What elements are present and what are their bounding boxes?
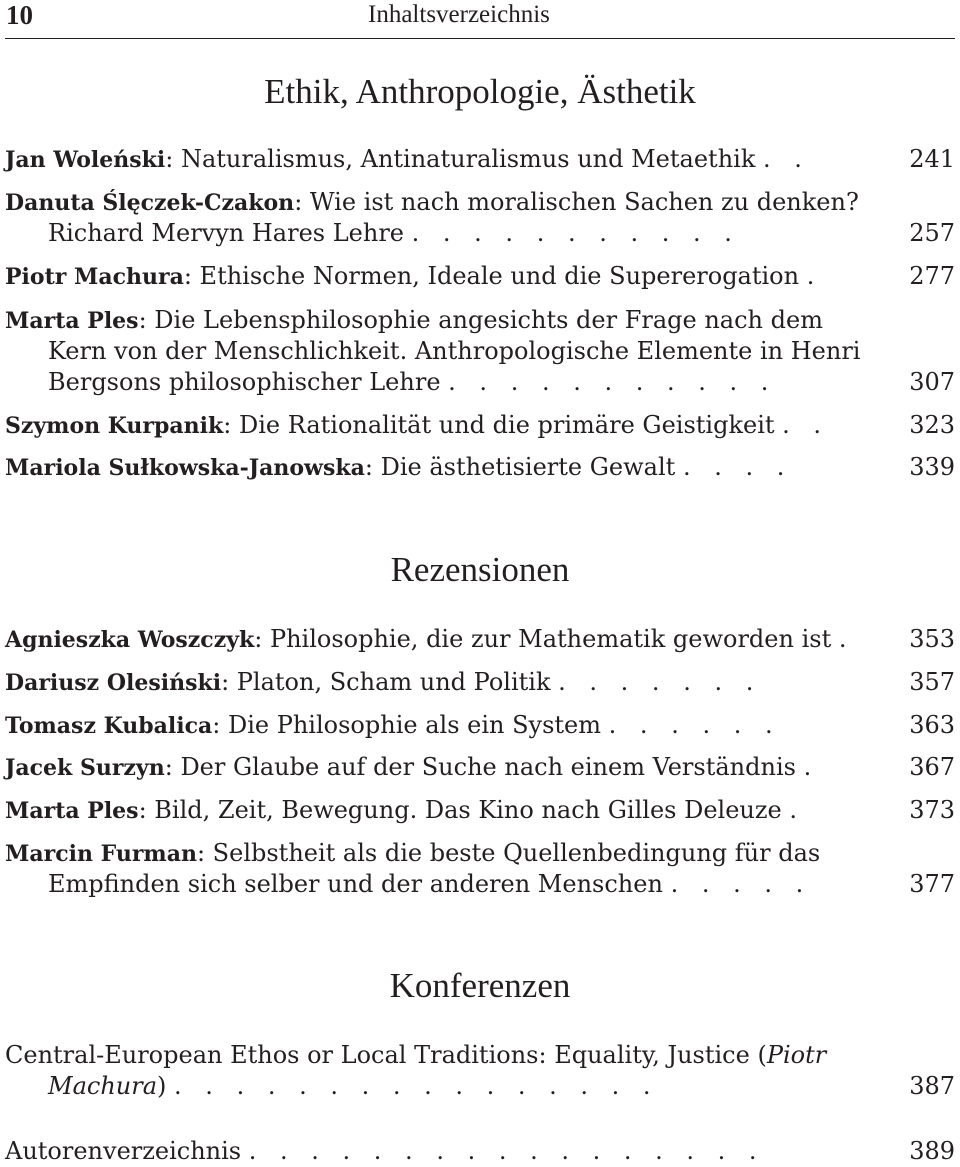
entry-page: 323 [909,411,955,439]
entry-page: 389 [909,1137,955,1165]
leader-dots: . . . . . . . [558,668,762,696]
leader-dots: . [806,262,823,290]
entry-author: Danuta Ślęczek-Czakon [5,190,295,216]
entry-title-continued: Empfinden sich selber und der anderen Menschen [48,870,663,898]
running-header [5,0,955,39]
entry-title: Bild, Zeit, Bewegung. Das Kino nach Gilles Deleuze [154,796,782,824]
toc-entry[interactable]: Tomasz Kubalica: Die Philosophie als ein System . . . . . . 363 [5,711,955,739]
entry-title-continued: Richard Mervyn Hares Lehre [48,219,405,247]
entry-author: Jacek Surzyn [5,755,165,781]
entry-author: Szymon Kurpanik [5,413,224,439]
leader-dots: . . [763,145,810,173]
entry-page: 387 [909,1072,955,1100]
leader-dots: . [803,753,820,781]
entry-page: 367 [909,753,955,781]
entry-author: Dariusz Olesiński [5,670,222,696]
entry-title: Autorenverzeichnis [5,1137,242,1165]
toc-entry[interactable]: Agnieszka Woszczyk: Philosophie, die zur Mathematik geworden ist . 353 [5,625,955,653]
section-heading-konferenzen: Konferenzen [389,966,571,1005]
entry-title: Platon, Scham und Politik [236,668,551,696]
entry-title: Central-European Ethos or Local Traditions: Equality, Justice ( [5,1041,767,1069]
entry-page: 307 [909,368,955,396]
toc-entry[interactable]: Piotr Machura: Ethische Normen, Ideale und die Supererogation . 277 [5,262,955,290]
entry-title-italic: Piotr [766,1041,827,1069]
leader-dots: . . [782,411,830,439]
entry-page: 377 [909,870,955,898]
section-heading-rezensionen: Rezensionen [390,550,570,589]
toc-entry[interactable]: Marcin Furman: Selbstheit als die beste Quellenbedingung für das Empfinden sich selber und der anderen Menschen . . . . . 377 [5,839,955,898]
entry-title-close: ) [157,1072,167,1100]
entry-page: 353 [909,625,955,653]
entry-page: 339 [909,453,955,481]
toc-entry[interactable] [5,1040,955,1102]
toc-entry[interactable]: Dariusz Olesiński: Platon, Scham und Politik . . . . . . . 357 [5,668,955,696]
toc-entry[interactable]: Szymon Kurpanik: Die Rationalität und die primäre Geistigkeit . . 323 [5,411,955,439]
entry-title: Ethische Normen, Ideale und die Supererogation [199,262,800,290]
leader-dots: . . . . . . . . . . . [411,219,740,247]
entry-title: Die Lebensphilosophie angesichts der Frage nach dem [154,306,823,334]
leader-dots: . . . . . . . . . . . . . . . . . [248,1137,765,1165]
entry-title-continued: Bergsons philosophischer Lehre [48,368,441,396]
section-heading-ethik: Ethik, Anthropologie, Ästhetik [264,72,696,111]
leader-dots: . . . . . . . . . . . . . . . . [174,1072,659,1100]
entry-title: Die Philosophie als ein System [227,711,602,739]
leader-dots: . . . . . [670,870,812,898]
toc-entry[interactable]: Jan Woleński: Naturalismus, Antinaturalismus und Metaethik . . 241 [5,145,955,173]
entry-author: Marcin Furman [5,841,197,867]
toc-entry[interactable]: Mariola Sułkowska-Janowska: Die ästhetisierte Gewalt . . . . 339 [5,453,955,481]
entry-page: 363 [909,711,955,739]
toc-entry[interactable]: Jacek Surzyn: Der Glaube auf der Suche nach einem Verständnis . 367 [5,753,955,781]
toc-entry-autorenverzeichnis[interactable] [5,1136,955,1167]
entry-page: 241 [909,145,955,173]
leader-dots: . . . . . . [608,711,781,739]
entry-page: 357 [909,668,955,696]
entry-title: Wie ist nach moralischen Sachen zu denken? [309,188,859,216]
toc-entry[interactable]: Marta Ples: Bild, Zeit, Bewegung. Das Kino nach Gilles Deleuze . 373 [5,796,955,824]
entry-author: Tomasz Kubalica [5,713,213,739]
entry-title: Die Rationalität und die primäre Geistigkeit [238,411,775,439]
leader-dots: . [838,625,855,653]
entry-title-continued: Kern von der Menschlichkeit. Anthropologische Elemente in Henri [48,337,861,365]
running-title: Inhaltsverzeichnis [368,1,550,28]
entry-title-italic: Machura [48,1072,158,1100]
entry-author: Marta Ples [5,308,139,334]
entry-page: 277 [909,262,955,290]
entry-author: Jan Woleński [5,147,166,173]
leader-dots: . . . . [682,453,793,481]
entry-author: Mariola Sułkowska-Janowska [5,455,365,481]
toc-entry[interactable]: Danuta Ślęczek-Czakon: Wie ist nach moralischen Sachen zu denken? Richard Mervyn Hares Lehre . . . . . . . . . . . 257 [5,188,955,247]
entry-page: 257 [909,219,955,247]
toc-entry[interactable]: Marta Ples: Die Lebensphilosophie angesichts der Frage nach dem Kern von der Menschlichkeit. Anthropologische Elemente in Henri Bergsons philosophischer Lehre . . . . . . . . . . . 307 [5,306,955,396]
entry-title: Die ästhetisierte Gewalt [380,453,676,481]
entry-title: Selbstheit als die beste Quellenbedingung für das [212,839,821,867]
entry-title: Der Glaube auf der Suche nach einem Verständnis [180,753,796,781]
entry-author: Piotr Machura [5,264,184,290]
entry-author: Marta Ples [5,798,139,824]
leader-dots: . [789,796,806,824]
page-number: 10 [6,0,33,30]
entry-author: Agnieszka Woszczyk [5,627,255,653]
entry-title: Naturalismus, Antinaturalismus und Metaethik [180,145,756,173]
entry-page: 373 [909,796,955,824]
leader-dots: . . . . . . . . . . . [448,368,777,396]
entry-title: Philosophie, die zur Mathematik geworden ist [269,625,832,653]
